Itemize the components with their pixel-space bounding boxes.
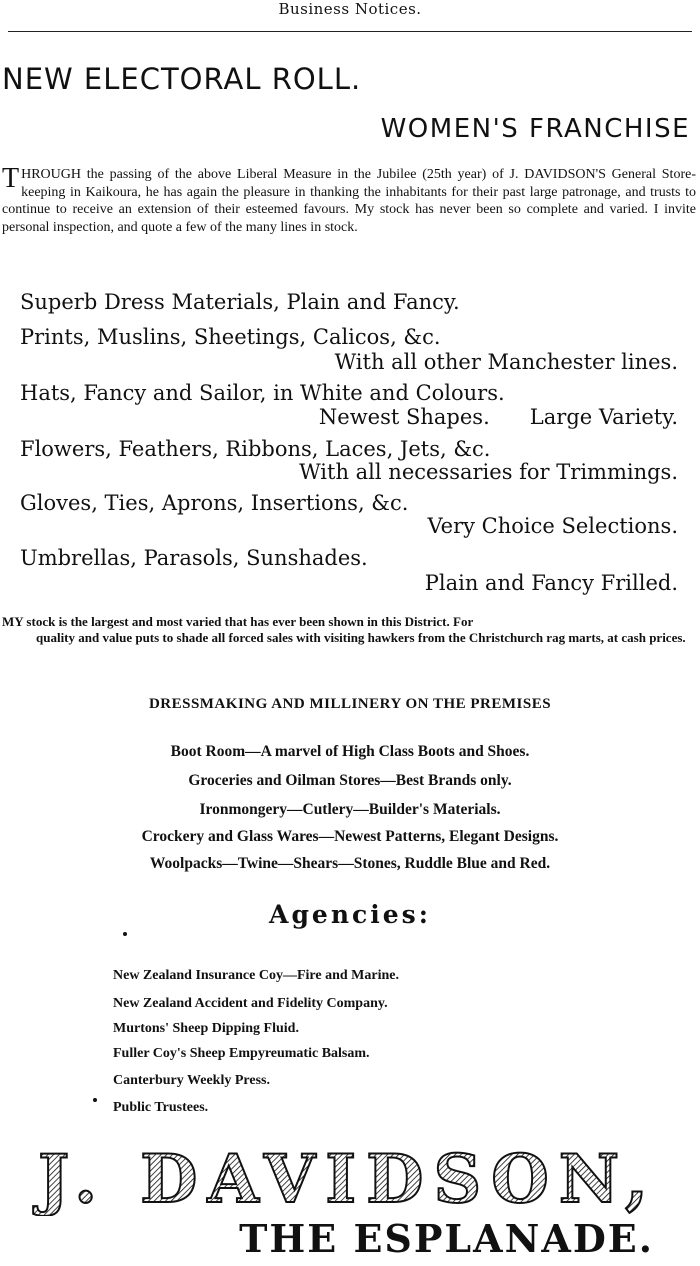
department-line: Woolpacks—Twine—Shears—Stones, Ruddle Blue and Red. — [149, 855, 551, 872]
subhead: WOMEN'S FRANCHISE — [380, 114, 690, 144]
agency-item: Public Trustees. — [113, 1100, 209, 1115]
department-line: Groceries and Oilman Stores—Best Brands only. — [188, 772, 512, 789]
intro-text: HROUGH the passing of the above Liberal Measure in the Jubilee (25th year) of J. DAVIDSON'S General Store-keeping in Kaikoura, he has again the pleasure in thanking the inhabitants for their past large patronage, and trusts to continue to receive an extension of their esteemed favours. My stock has never been so complete and varied. I invite personal inspection, and quote a few of the many lines in stock. — [2, 167, 696, 235]
stock-line-right: Very Choice Selections. — [427, 514, 678, 538]
stock-line-right: With all necessaries for Trimmings. — [299, 460, 678, 484]
proprietor-name-text: J. DAVIDSON, — [32, 1140, 658, 1216]
department-line: Ironmongery—Cutlery—Builder's Materials. — [199, 801, 501, 818]
stock-paragraph-first: MY stock is the largest and most varied that has ever been shown in this District. For — [2, 614, 474, 629]
agency-item: Fuller Coy's Sheep Empyreumatic Balsam. — [113, 1046, 370, 1061]
stock-paragraph — [2, 614, 698, 646]
agency-item: New Zealand Accident and Fidelity Company. — [113, 996, 388, 1011]
stock-line-left: Flowers, Feathers, Ribbons, Laces, Jets, &c. — [20, 437, 491, 461]
address: THE ESPLANADE. — [239, 1216, 654, 1261]
stock-line-right: Newest Shapes. Large Variety. — [318, 405, 678, 429]
stock-line-left: Hats, Fancy and Sailor, in White and Colours. — [20, 381, 505, 405]
stock-line-left: Gloves, Ties, Aprons, Insertions, &c. — [20, 491, 409, 515]
stray-mark — [93, 1098, 97, 1102]
running-head: Business Notices. — [278, 0, 422, 18]
agency-item: New Zealand Insurance Coy—Fire and Marine. — [113, 968, 399, 983]
intro-paragraph — [2, 163, 696, 236]
stray-mark — [123, 932, 127, 936]
stock-line-left: Umbrellas, Parasols, Sunshades. — [20, 546, 368, 570]
stock-line-left: Superb Dress Materials, Plain and Fancy. — [20, 290, 460, 314]
department-line: Boot Room—A marvel of High Class Boots and Shoes. — [170, 743, 530, 760]
stock-paragraph-rest: quality and value puts to shade all forced sales with visiting hawkers from the Christchurch rag marts, at cash prices. — [36, 630, 686, 645]
header-rule — [8, 31, 692, 32]
dressmaking-heading: DRESSMAKING AND MILLINERY ON THE PREMISES — [148, 696, 552, 712]
agency-item: Canterbury Weekly Press. — [113, 1073, 270, 1088]
agency-item: Murtons' Sheep Dipping Fluid. — [113, 1021, 299, 1036]
department-line: Crockery and Glass Wares—Newest Patterns, Elegant Designs. — [141, 828, 559, 845]
agencies-heading: Agencies: — [269, 900, 431, 929]
drop-cap: T — [2, 163, 20, 194]
stock-line-right: Plain and Fancy Frilled. — [424, 571, 678, 595]
headline: NEW ELECTORAL ROLL. — [2, 62, 362, 96]
stock-line-left: Prints, Muslins, Sheetings, Calicos, &c. — [20, 325, 441, 349]
stock-line-right: With all other Manchester lines. — [334, 350, 678, 374]
proprietor-name — [30, 1138, 670, 1216]
